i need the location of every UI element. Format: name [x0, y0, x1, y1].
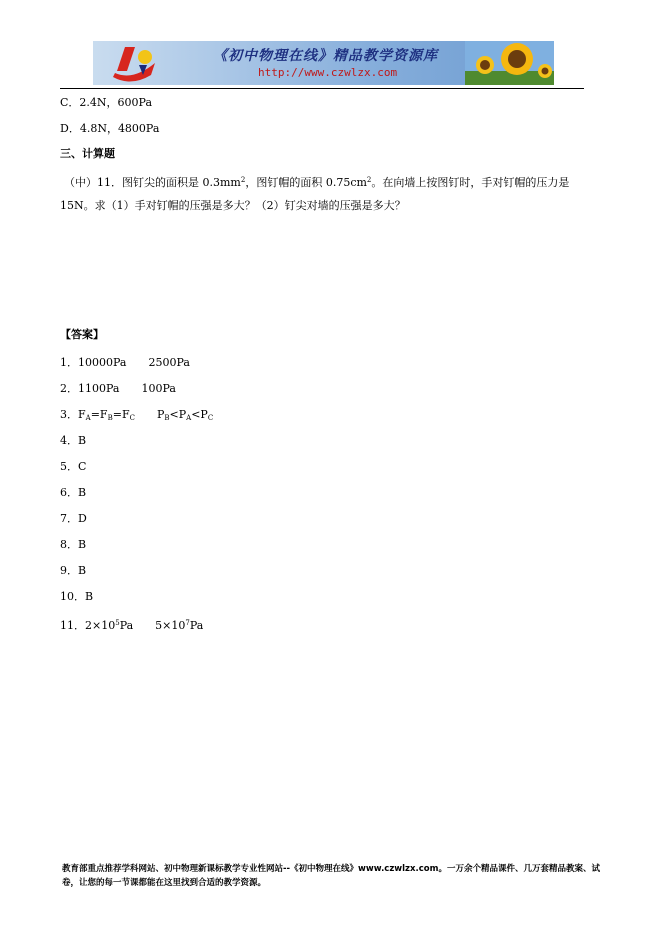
answer-3-p1: P: [156, 408, 165, 421]
answer-11-v1-unit: Pa: [119, 619, 134, 632]
page-footer: 教育部重点推荐学科网站、初中物理新课标教学专业性网站--《初中物理在线》www.czwlzx.com。一万余个精品课件、几万套精品教案、试卷，让您的每一节课都能在这里找到合适的教学资源。: [62, 864, 600, 888]
banner-title: 《初中物理在线》精品教学资源库: [213, 48, 438, 64]
answer-11-v2-exp: 7: [185, 619, 190, 627]
answer-3-f1: F: [78, 408, 86, 421]
site-logo-icon: [103, 41, 163, 85]
q11-text-c: 。在向墙上按图钉时，手对钉帽的压力是: [371, 176, 570, 189]
answer-2-v2: 100Pa: [141, 382, 176, 395]
question-11-line-1: [64, 173, 569, 190]
question-11-line-2: 15N。求（1）手对钉帽的压强是多大？（2）钉尖对墙的压强是多大？: [60, 199, 406, 212]
answer-2: [60, 382, 176, 396]
option-d: D．4.8N，4800Pa: [60, 122, 160, 135]
answer-1: [60, 356, 190, 370]
answers-heading: 【答案】: [60, 328, 104, 341]
answer-3-sub-a: A: [85, 414, 91, 422]
answer-1-v1: 10000Pa: [78, 356, 127, 369]
answer-3-eq1: =: [90, 408, 100, 421]
answer-11-v1-base: 2×10: [85, 619, 116, 632]
header-banner: [93, 41, 554, 85]
answer-11: [60, 616, 203, 633]
answer-3-psub-a: A: [186, 414, 192, 422]
answer-3-sub-b: B: [107, 414, 113, 422]
banner-url[interactable]: http://www.czwlzx.com: [258, 66, 398, 79]
answer-11-num: 11．: [60, 619, 85, 632]
q11-sup-b: 2: [366, 176, 372, 184]
answer-7: 7．D: [60, 512, 87, 525]
answer-3-p2: P: [178, 408, 187, 421]
answer-1-num: 1．: [60, 356, 78, 369]
answer-3-sub-c: C: [129, 414, 135, 422]
answer-11-v2-base: 5×10: [155, 619, 186, 632]
option-c: C．2.4N，600Pa: [60, 96, 152, 109]
answer-3-num: 3．: [60, 408, 78, 421]
answer-11-v1-exp: 5: [115, 619, 120, 627]
answer-8: 8．B: [60, 538, 87, 551]
answer-3-lt1: <: [169, 408, 179, 421]
answer-6: 6．B: [60, 486, 87, 499]
answer-3-psub-b: B: [164, 414, 170, 422]
q11-sup-a: 2: [240, 176, 246, 184]
answer-4: 4．B: [60, 434, 87, 447]
answer-3-psub-c: C: [207, 414, 214, 422]
answer-11-v2-unit: Pa: [189, 619, 204, 632]
answer-3-p3: P: [200, 408, 208, 421]
q11-text-b: ，图钉帽的面积 0.75cm: [245, 176, 367, 189]
answer-2-v1: 1100Pa: [78, 382, 120, 395]
answer-1-v2: 2500Pa: [148, 356, 190, 369]
sunflower-icon: [465, 41, 554, 85]
answer-3-f3: F: [121, 408, 130, 421]
answer-3-f2: F: [99, 408, 108, 421]
section-heading-calculation: 三、计算题: [60, 147, 115, 160]
answer-10: 10．B: [60, 590, 94, 603]
header-divider: [60, 88, 584, 89]
answer-3: [60, 408, 213, 425]
q11-text-a: （中）11．图钉尖的面积是 0.3mm: [64, 176, 241, 189]
answer-3-eq2: =: [112, 408, 122, 421]
answer-5: 5．C: [60, 460, 87, 473]
answer-2-num: 2．: [60, 382, 78, 395]
answer-9: 9．B: [60, 564, 87, 577]
answer-3-lt2: <: [191, 408, 201, 421]
